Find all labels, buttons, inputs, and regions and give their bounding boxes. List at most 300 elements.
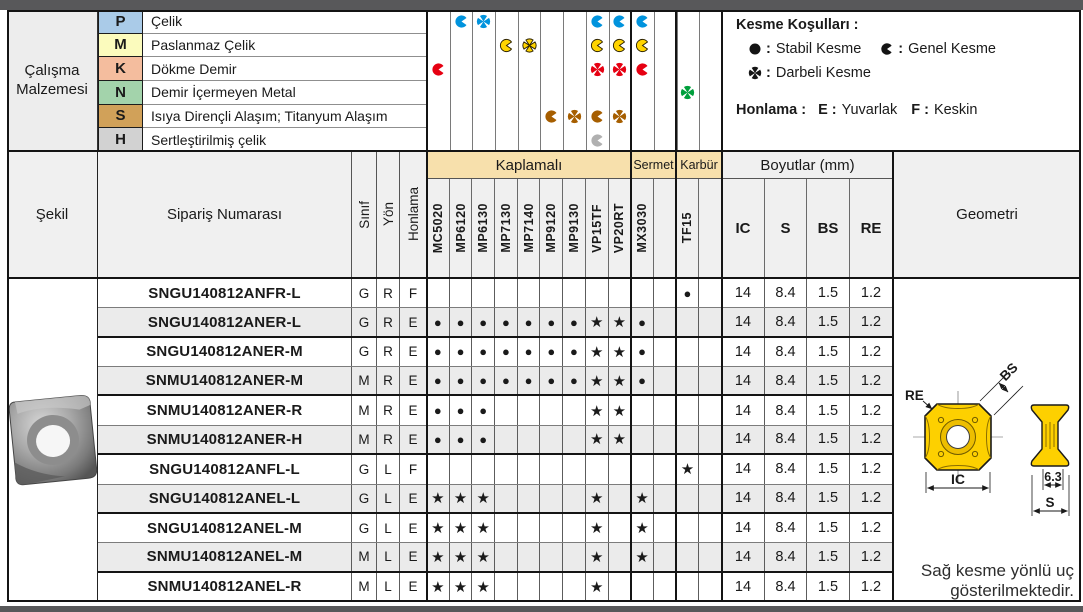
- width-dim-label: 6.3: [1044, 470, 1062, 484]
- grade-mark-cell: ●: [631, 367, 654, 394]
- grade-mark-cell: [518, 426, 541, 453]
- grade-mark-cell: ★: [609, 338, 632, 366]
- material-label: Dökme Demir: [143, 57, 427, 81]
- grade-column-divider: [699, 10, 700, 152]
- grade-column-header: [472, 179, 495, 277]
- grade-mark-cell: ★: [586, 514, 609, 542]
- grade-mark-cell: ●: [427, 367, 450, 394]
- material-label: Paslanmaz Çelik: [143, 34, 427, 58]
- grade-column-divider: [586, 10, 587, 152]
- material-code-h: H: [98, 128, 143, 152]
- interrupted-cutting-icon: [612, 62, 627, 77]
- grade-mark-cell: [563, 543, 586, 570]
- grade-mark-cell: ●: [518, 367, 541, 394]
- rule-cermet: [630, 10, 632, 602]
- dimension-cell: 8.4: [765, 426, 807, 453]
- material-code-n: N: [98, 81, 143, 105]
- grade-mark-cell: [540, 514, 563, 542]
- dimension-cell: 14: [722, 338, 765, 366]
- direction-cell: L: [377, 514, 400, 542]
- grade-column-header: [495, 179, 518, 277]
- table-row: [98, 279, 893, 308]
- grade-mark-cell: ★: [427, 514, 450, 542]
- grade-column-header: [563, 179, 586, 277]
- dimension-cell: 8.4: [765, 455, 807, 483]
- grade-mark-cell: [518, 455, 541, 483]
- band-carbide: Karbür: [676, 152, 722, 179]
- honing-title: Honlama :: [736, 102, 807, 118]
- grade-mark-cell: [699, 514, 722, 542]
- grade-column-divider: [472, 10, 473, 152]
- s-dim-label: S: [1045, 495, 1055, 510]
- grade-mark-cell: [631, 573, 654, 601]
- grade-mark-cell: [654, 279, 677, 307]
- dimension-cell: 8.4: [765, 279, 807, 307]
- honing-key-f: F: [911, 102, 921, 118]
- grade-mark-cell: [654, 308, 677, 335]
- dimension-cell: 1.2: [850, 514, 893, 542]
- header-geometry: Geometri: [893, 152, 1081, 277]
- grade-mark-cell: [495, 514, 518, 542]
- grade-mark-cell: ★: [427, 573, 450, 601]
- grade-column-header: [631, 179, 654, 277]
- grade-mark-cell: [540, 279, 563, 307]
- grade-mark-cell: [495, 543, 518, 570]
- grade-column-label: MP9130: [566, 203, 581, 253]
- grade-mark-cell: [699, 396, 722, 424]
- general-cutting-icon: [590, 109, 605, 124]
- dimension-cell: 1.5: [807, 543, 850, 570]
- grade-mark-cell: ●: [563, 338, 586, 366]
- grade-column-label: VP20RT: [612, 202, 627, 254]
- dimension-cell: 1.2: [850, 396, 893, 424]
- general-cutting-icon: [612, 38, 627, 53]
- dimension-cell: 1.2: [850, 367, 893, 394]
- dimension-cell: 1.2: [850, 426, 893, 453]
- dimension-cell: 14: [722, 308, 765, 335]
- order-number-cell: SNMU140812ANEL-M: [98, 543, 352, 570]
- dimension-cell: 1.2: [850, 308, 893, 335]
- grade-mark-cell: [654, 338, 677, 366]
- header-class: Sınıf: [352, 152, 377, 277]
- material-label: Demir İçermeyen Metal: [143, 81, 427, 105]
- grade-mark-cell: ●: [540, 367, 563, 394]
- grade-mark-cell: ●: [427, 426, 450, 453]
- direction-cell: R: [377, 396, 400, 424]
- table-row: [98, 396, 893, 425]
- general-cutting-icon: [635, 38, 650, 53]
- rule-grades-left: [426, 10, 428, 602]
- direction-note: Sağ kesme yönlü uç gösterilmektedir.: [920, 561, 1074, 601]
- dimension-cell: 1.2: [850, 455, 893, 483]
- cutting-conditions-legend: [723, 10, 1079, 152]
- order-number-cell: SNMU140812ANEL-R: [98, 573, 352, 601]
- grade-mark-cell: [699, 426, 722, 453]
- class-cell: M: [352, 573, 377, 601]
- grade-mark-cell: ★: [609, 396, 632, 424]
- grade-column-label: MC5020: [430, 202, 445, 254]
- grade-mark-cell: ★: [586, 426, 609, 453]
- grade-mark-cell: ●: [495, 308, 518, 335]
- general-cutting-icon: [499, 38, 514, 53]
- general-cutting-icon: [635, 62, 650, 77]
- grade-mark-cell: [427, 279, 450, 307]
- band-coated: Kaplamalı: [427, 152, 631, 179]
- grade-mark-cell: ★: [586, 338, 609, 366]
- material-code-m: M: [98, 34, 143, 58]
- direction-cell: R: [377, 367, 400, 394]
- class-cell: G: [352, 279, 377, 307]
- grade-mark-cell: [495, 426, 518, 453]
- grade-mark-cell: ●: [450, 396, 473, 424]
- grade-mark-cell: [654, 396, 677, 424]
- grade-mark-cell: [699, 367, 722, 394]
- grade-mark-cell: ★: [450, 573, 473, 601]
- grade-column-label: VP15TF: [589, 203, 604, 253]
- honing-cell: E: [400, 485, 427, 512]
- material-label: Çelik: [143, 10, 427, 34]
- interrupted-cutting-icon: [522, 38, 537, 53]
- dim-column-header: BS: [807, 179, 850, 277]
- table-row: [98, 573, 893, 602]
- material-label: Sertleştirilmiş çelik: [143, 128, 427, 152]
- header-direction: Yön: [377, 152, 400, 277]
- dimension-cell: 1.5: [807, 573, 850, 601]
- page-bottom-bar: [0, 606, 1083, 612]
- general-cutting-icon: [612, 14, 627, 29]
- grade-mark-cell: [677, 573, 700, 601]
- grade-mark-cell: [654, 543, 677, 570]
- honing-label-f: Keskin: [933, 102, 978, 118]
- rule-bottom: [7, 600, 1081, 602]
- header-shape: Şekil: [7, 152, 98, 277]
- grade-column-label: TF15: [680, 212, 695, 244]
- direction-cell: R: [377, 426, 400, 453]
- grade-mark-cell: ●: [427, 308, 450, 335]
- honing-cell: F: [400, 455, 427, 483]
- rule-top: [7, 10, 1081, 12]
- class-cell: M: [352, 396, 377, 424]
- grade-mark-cell: ★: [586, 543, 609, 570]
- dimension-cell: 14: [722, 396, 765, 424]
- general-cutting-label: Genel Kesme: [908, 41, 996, 57]
- grade-mark-cell: [540, 573, 563, 601]
- grade-column-divider: [563, 10, 564, 152]
- table-row: [98, 308, 893, 337]
- grade-mark-cell: ●: [540, 338, 563, 366]
- header-order-number: Sipariş Numarası: [98, 152, 352, 277]
- dimension-cell: 1.5: [807, 426, 850, 453]
- grade-column-header: [518, 179, 541, 277]
- grade-mark-cell: [699, 338, 722, 366]
- grade-mark-cell: ●: [450, 367, 473, 394]
- dimension-cell: 14: [722, 426, 765, 453]
- grade-mark-cell: ●: [631, 308, 654, 335]
- order-number-cell: SNGU140812ANER-L: [98, 308, 352, 335]
- grade-mark-cell: ★: [586, 485, 609, 512]
- grade-mark-cell: [677, 396, 700, 424]
- grade-mark-cell: [495, 485, 518, 512]
- grade-mark-cell: [677, 543, 700, 570]
- grade-column-label: MP7140: [521, 203, 536, 253]
- material-label: Isıya Dirençli Alaşım; Titanyum Alaşım: [143, 105, 427, 129]
- grade-mark-cell: [677, 367, 700, 394]
- honing-cell: E: [400, 426, 427, 453]
- honing-cell: F: [400, 279, 427, 307]
- grade-mark-cell: [518, 543, 541, 570]
- dimension-cell: 8.4: [765, 396, 807, 424]
- grade-mark-cell: [699, 279, 722, 307]
- grade-mark-cell: [631, 455, 654, 483]
- direction-cell: L: [377, 573, 400, 601]
- grade-mark-cell: ●: [631, 338, 654, 366]
- grade-mark-cell: ★: [472, 485, 495, 512]
- direction-cell: R: [377, 308, 400, 335]
- grade-mark-cell: ●: [472, 396, 495, 424]
- grade-mark-cell: [472, 279, 495, 307]
- grade-mark-cell: ●: [518, 308, 541, 335]
- grade-mark-cell: [518, 573, 541, 601]
- grade-mark-cell: ★: [586, 396, 609, 424]
- grade-mark-cell: [563, 279, 586, 307]
- grade-mark-cell: [677, 338, 700, 366]
- grade-column-header: [609, 179, 632, 277]
- grade-mark-cell: [654, 514, 677, 542]
- dimension-cell: 8.4: [765, 543, 807, 570]
- grade-mark-cell: [472, 455, 495, 483]
- rule-right: [1079, 10, 1081, 602]
- grade-mark-cell: [699, 455, 722, 483]
- grade-mark-cell: ★: [631, 514, 654, 542]
- interrupted-cutting-icon: [612, 109, 627, 124]
- grade-column-divider: [540, 10, 541, 152]
- band-dimensions: Boyutlar (mm): [722, 152, 893, 179]
- class-cell: G: [352, 514, 377, 542]
- rule-carbide: [675, 10, 677, 602]
- grade-mark-cell: [654, 455, 677, 483]
- grade-mark-cell: ●: [540, 308, 563, 335]
- grade-mark-cell: ●: [427, 338, 450, 366]
- order-number-cell: SNGU140812ANFL-L: [98, 455, 352, 483]
- insert-photo: [7, 279, 98, 602]
- class-cell: G: [352, 455, 377, 483]
- direction-cell: R: [377, 338, 400, 366]
- grade-mark-cell: [540, 426, 563, 453]
- table-row: [98, 485, 893, 514]
- grade-mark-cell: [699, 543, 722, 570]
- grade-mark-cell: [609, 573, 632, 601]
- interrupted-cutting-icon: [567, 109, 582, 124]
- dimension-cell: 1.5: [807, 396, 850, 424]
- grade-mark-cell: [495, 396, 518, 424]
- grade-mark-cell: [631, 396, 654, 424]
- grade-mark-cell: ★: [631, 485, 654, 512]
- general-cutting-icon: [454, 14, 469, 29]
- dimension-cell: 1.5: [807, 308, 850, 335]
- grade-mark-cell: [654, 573, 677, 601]
- grade-mark-cell: ★: [631, 543, 654, 570]
- general-cutting-icon: [635, 14, 650, 29]
- grade-mark-cell: ★: [586, 573, 609, 601]
- grade-column-header: [677, 179, 700, 277]
- honing-cell: E: [400, 308, 427, 335]
- grade-mark-cell: ★: [472, 543, 495, 570]
- grade-mark-cell: ●: [518, 338, 541, 366]
- table-row: [98, 338, 893, 367]
- order-number-cell: SNGU140812ANEL-M: [98, 514, 352, 542]
- general-cutting-icon: [544, 109, 559, 124]
- dimension-cell: 1.2: [850, 485, 893, 512]
- direction-cell: R: [377, 279, 400, 307]
- grade-mark-cell: [495, 455, 518, 483]
- grade-mark-cell: [699, 485, 722, 512]
- dim-column-header: RE: [850, 179, 893, 277]
- class-cell: M: [352, 426, 377, 453]
- shape-column: [7, 279, 98, 602]
- grade-column-header: [586, 179, 609, 277]
- geometry-column: [893, 279, 1081, 602]
- table-row: [98, 426, 893, 455]
- legend-title: Kesme Koşulları :: [736, 17, 859, 33]
- grade-mark-cell: [518, 396, 541, 424]
- dimension-cell: 1.2: [850, 338, 893, 366]
- general-cutting-icon: [590, 14, 605, 29]
- grade-mark-cell: ●: [563, 367, 586, 394]
- stable-cutting-label: Stabil Kesme: [775, 41, 862, 57]
- dimension-cell: 14: [722, 455, 765, 483]
- dimension-cell: 1.5: [807, 485, 850, 512]
- grade-mark-cell: [563, 426, 586, 453]
- dimension-cell: 8.4: [765, 367, 807, 394]
- bs-label: BS: [996, 359, 1021, 384]
- grade-column-divider: [518, 10, 519, 152]
- geometry-diagram: [893, 279, 1081, 602]
- rule-dims-left: [721, 10, 723, 602]
- rule-geometry-left: [892, 152, 894, 602]
- grade-mark-cell: [609, 279, 632, 307]
- dim-column-header: S: [765, 179, 807, 277]
- dimension-cell: 14: [722, 543, 765, 570]
- grade-mark-cell: [540, 543, 563, 570]
- general-cutting-icon: [590, 133, 605, 148]
- material-code-s: S: [98, 105, 143, 129]
- grade-mark-cell: [699, 308, 722, 335]
- grade-column-header: [654, 179, 677, 277]
- dimension-cell: 8.4: [765, 308, 807, 335]
- stable-cutting-icon: [748, 42, 762, 56]
- grade-mark-cell: ★: [586, 308, 609, 335]
- legend-line-2: : Darbeli Kesme: [748, 65, 871, 81]
- honing-cell: E: [400, 367, 427, 394]
- grade-mark-cell: ★: [427, 485, 450, 512]
- material-code-p: P: [98, 10, 143, 34]
- dimension-cell: 8.4: [765, 338, 807, 366]
- grade-mark-cell: ★: [677, 455, 700, 483]
- table-row: [98, 514, 893, 543]
- dimension-cell: 1.2: [850, 543, 893, 570]
- grade-mark-cell: [495, 279, 518, 307]
- rule-table-top: [7, 150, 1081, 152]
- table-row: [98, 367, 893, 396]
- dimension-cell: 14: [722, 367, 765, 394]
- grade-column-header: [699, 179, 722, 277]
- dimension-cell: 8.4: [765, 485, 807, 512]
- rule-left: [7, 10, 9, 602]
- grade-mark-cell: ●: [472, 367, 495, 394]
- grade-mark-cell: ●: [472, 338, 495, 366]
- order-number-cell: SNGU140812ANEL-L: [98, 485, 352, 512]
- grade-column-label: MP7130: [498, 203, 513, 253]
- grade-mark-cell: [677, 426, 700, 453]
- grade-mark-cell: ★: [450, 543, 473, 570]
- honing-cell: E: [400, 573, 427, 601]
- grade-mark-cell: [495, 573, 518, 601]
- grade-mark-cell: [450, 279, 473, 307]
- general-cutting-icon: [880, 42, 894, 56]
- grade-column-label: MX3030: [635, 203, 650, 253]
- grade-mark-cell: ●: [450, 426, 473, 453]
- dimension-cell: 14: [722, 485, 765, 512]
- grade-column-divider: [450, 10, 451, 152]
- grade-column-divider: [654, 10, 655, 152]
- ic-label: IC: [951, 471, 965, 487]
- grade-mark-cell: [540, 455, 563, 483]
- order-number-cell: SNMU140812ANER-H: [98, 426, 352, 453]
- grade-mark-cell: ★: [472, 573, 495, 601]
- honing-cell: E: [400, 396, 427, 424]
- grade-column-header: [450, 179, 473, 277]
- class-cell: G: [352, 308, 377, 335]
- grade-mark-cell: [563, 455, 586, 483]
- dimension-cell: 1.5: [807, 455, 850, 483]
- grade-mark-cell: ★: [472, 514, 495, 542]
- legend-line-1: : Stabil Kesme : Genel Kesme: [748, 41, 996, 57]
- dimension-cell: 1.2: [850, 279, 893, 307]
- order-number-cell: SNGU140812ANER-M: [98, 338, 352, 366]
- grade-mark-cell: [677, 308, 700, 335]
- material-code-k: K: [98, 57, 143, 81]
- grade-mark-cell: ●: [495, 367, 518, 394]
- dimension-cell: 1.5: [807, 279, 850, 307]
- grade-mark-cell: [677, 514, 700, 542]
- interrupted-cutting-icon: [590, 62, 605, 77]
- honing-cell: E: [400, 338, 427, 366]
- dimension-cell: 14: [722, 279, 765, 307]
- grade-mark-cell: [609, 543, 632, 570]
- grade-column-header: [427, 179, 450, 277]
- direction-cell: L: [377, 485, 400, 512]
- direction-cell: L: [377, 455, 400, 483]
- grade-mark-cell: ★: [450, 485, 473, 512]
- grade-mark-cell: [631, 279, 654, 307]
- grade-mark-cell: [540, 485, 563, 512]
- dimension-cell: 1.5: [807, 514, 850, 542]
- grade-mark-cell: [654, 367, 677, 394]
- grade-mark-cell: [631, 426, 654, 453]
- dimension-cell: 14: [722, 573, 765, 601]
- honing-cell: E: [400, 543, 427, 570]
- grade-column-label: MP6120: [453, 203, 468, 253]
- table-row: [98, 455, 893, 484]
- dim-column-header: IC: [722, 179, 765, 277]
- order-number-cell: SNMU140812ANER-R: [98, 396, 352, 424]
- grade-mark-cell: ●: [450, 338, 473, 366]
- grade-mark-cell: ★: [427, 543, 450, 570]
- dimension-cell: 1.2: [850, 573, 893, 601]
- grade-mark-cell: [563, 396, 586, 424]
- grade-mark-cell: [563, 485, 586, 512]
- grade-mark-cell: [677, 485, 700, 512]
